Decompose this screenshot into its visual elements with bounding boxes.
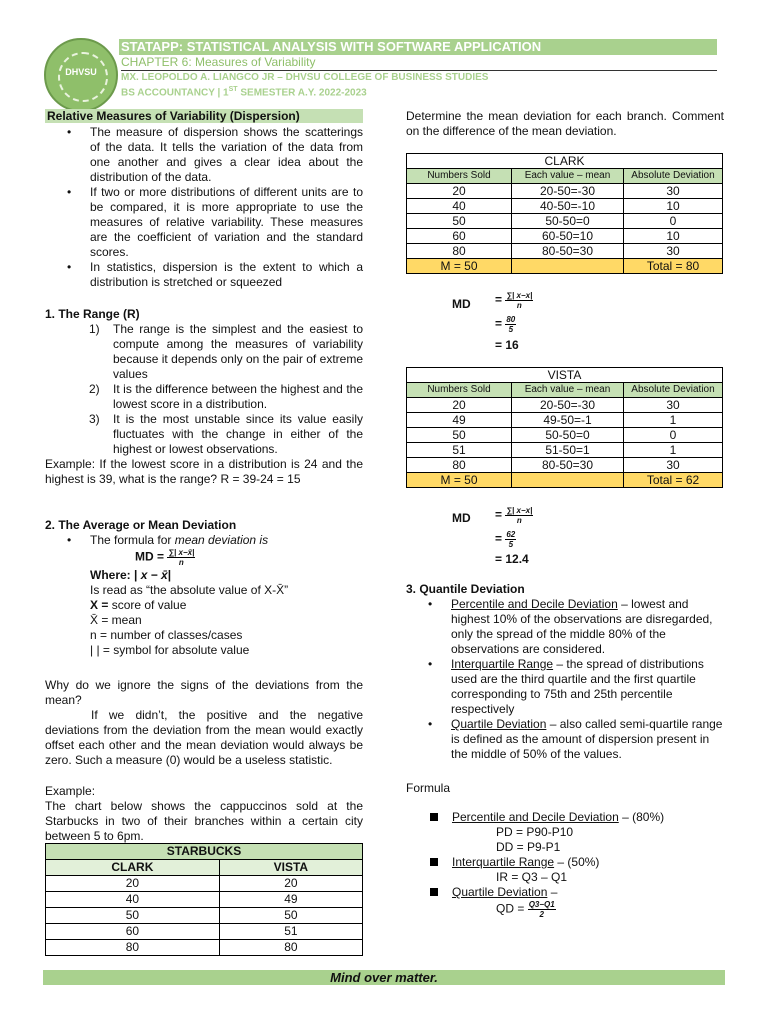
column-header: Absolute Deviation: [624, 169, 723, 184]
course-title: STATAPP: STATISTICAL ANALYSIS WITH SOFTWARE APPLICATION: [119, 39, 717, 55]
column-header: VISTA: [219, 860, 362, 876]
column-header: Numbers Sold: [407, 169, 512, 184]
table-footer-row: M = 50 Total = 80: [407, 259, 723, 274]
clark-table: [406, 153, 723, 274]
n-definition: n = number of classes/cases: [90, 628, 243, 642]
table-row: 20 20: [46, 876, 363, 892]
table-row: 40 49: [46, 892, 363, 908]
column-header: CLARK: [46, 860, 220, 876]
section-title: Relative Measures of Variability (Dispersion): [45, 109, 363, 123]
table-row: 50 50-50=0 0: [407, 428, 723, 443]
mean-deviation-heading: 2. The Average or Mean Deviation: [45, 518, 237, 532]
table-row: 51 51-50=1 1: [407, 443, 723, 458]
formula-intro: • The formula for mean deviation is: [67, 533, 269, 547]
range-item: 2) It is the difference between the highest and the lowest score in a distribution.: [89, 382, 363, 411]
header-divider: [121, 70, 717, 71]
author-line: MX. LEOPOLDO A. LIANGCO JR – DHVSU COLLEGE OF BUSINESS STUDIES: [121, 72, 489, 83]
course-line: BS ACCOUNTANCY | 1ST SEMESTER A.Y. 2022-2023: [121, 86, 367, 99]
formula-item: Quartile Deviation –: [430, 885, 725, 900]
table-row: 60 60-50=10 10: [407, 229, 723, 244]
table-caption: STARBUCKS: [46, 844, 363, 860]
mean-deviation-section: [45, 518, 363, 658]
bullet-item: • Interquartile Range – the spread of distributions used are the third quartile and the first quartile corresponding to 75th and 25th percentile respectively: [406, 657, 724, 717]
column-header: Absolute Deviation: [624, 383, 723, 398]
column-header: Each value – mean: [512, 383, 624, 398]
table-row: 40 40-50=-10 10: [407, 199, 723, 214]
range-heading: 1. The Range (R): [45, 307, 140, 321]
logo-text: DHVSU: [65, 67, 97, 77]
example-text: The chart below shows the cappuccinos sold at the Starbucks in two of their branches within a certain city between 5 to 6pm.: [45, 799, 363, 843]
vista-md-result: = 12.4: [495, 552, 529, 566]
read-as: Is read as “the absolute value of X-X̄”: [90, 583, 289, 597]
range-item: 1) The range is the simplest and the easiest to compute among the measures of variability because it depends only on the pair of extreme values: [89, 322, 363, 381]
why-answer: If we didn’t, the positive and the negative deviations from the deviation from the mean would exactly offset each other and the mean deviation would always be zero. Such a measure (0) would be a useless statistic.: [45, 708, 363, 767]
square-bullet-icon: [430, 813, 438, 821]
table-footer-row: M = 50 Total = 62: [407, 473, 723, 488]
bullet-item: • Quartile Deviation – also called semi-quartile range is defined as the amount of dispersion present in the middle of 50% of the values.: [406, 717, 724, 762]
range-item: 3) It is the most unstable since its value easily fluctuates with the change in either of the highest or lowest observations.: [89, 412, 363, 456]
table-row: 50 50: [46, 908, 363, 924]
abs-definition: | | = symbol for absolute value: [90, 643, 250, 657]
xbar-definition: X̄ = mean: [90, 613, 142, 627]
university-seal-logo: [44, 38, 118, 112]
clark-md-result: = 16: [495, 338, 519, 352]
intro-bullets: [45, 125, 363, 290]
formula-line: DD = P9-P1: [496, 840, 561, 854]
formula-line: PD = P90-P10: [496, 825, 574, 839]
table-row: 50 50-50=0 0: [407, 214, 723, 229]
quantile-section: [406, 582, 724, 762]
qd-formula: QD = $\frac{Q3-Q1}{2}$: [496, 900, 555, 919]
table-row: 60 51: [46, 924, 363, 940]
formula-label: Formula: [406, 781, 451, 795]
example-label: Example:: [45, 784, 96, 798]
md-formula: MD = $\frac{\sum| x-x̄|}{n}$: [135, 548, 195, 567]
table-row: 80 80-50=30 30: [407, 458, 723, 473]
formula-item: Interquartile Range – (50%): [430, 855, 725, 870]
column-header: Each value – mean: [512, 169, 624, 184]
table-caption: CLARK: [407, 154, 723, 169]
bullet-item: • If two or more distributions of different units are to be compared, it is more appropriate to use the measures of relative variability. These measures are the coefficient of variation and the standard scores.: [45, 185, 363, 260]
table-row: 49 49-50=-1 1: [407, 413, 723, 428]
column-header: Numbers Sold: [407, 383, 512, 398]
table-caption: VISTA: [407, 368, 723, 383]
table-row: 80 80: [46, 940, 363, 956]
bullet-item: • The measure of dispersion shows the scatterings of the data. It tells the variation of the data from one another and gives a clear idea about the distribution of the data.: [45, 125, 363, 185]
starbucks-table: [45, 843, 363, 956]
formula-list: [430, 810, 725, 924]
bullet-item: • Percentile and Decile Deviation – lowest and highest 10% of the observations are disregarded, only the spread of the middle 80% of the observations are considered.: [406, 597, 724, 657]
where-line: Where: | x − x̄|: [90, 568, 172, 582]
range-example: Example: If the lowest score in a distribution is 24 and the highest is 39, what is the range? R = 39-24 = 15: [45, 457, 363, 486]
square-bullet-icon: [430, 888, 438, 896]
why-question: Why do we ignore the signs of the deviations from the mean?: [45, 678, 363, 707]
range-section: [45, 307, 363, 487]
right-intro: Determine the mean deviation for each branch. Comment on the difference of the mean deviation.: [406, 109, 724, 138]
chapter-title: CHAPTER 6: Measures of Variability: [121, 55, 316, 69]
vista-table: [406, 367, 723, 488]
quantile-heading: 3. Quantile Deviation: [406, 582, 525, 596]
formula-line: IR = Q3 – Q1: [496, 870, 568, 884]
bullet-item: • In statistics, dispersion is the extent to which a distribution is stretched or squeezed: [45, 260, 363, 290]
square-bullet-icon: [430, 858, 438, 866]
x-definition: X = score of value: [90, 598, 187, 612]
table-row: 80 80-50=30 30: [407, 244, 723, 259]
formula-item: Percentile and Decile Deviation – (80%): [430, 810, 725, 825]
table-row: 20 20-50=-30 30: [407, 398, 723, 413]
table-row: 20 20-50=-30 30: [407, 184, 723, 199]
footer-motto: Mind over matter.: [43, 970, 725, 985]
